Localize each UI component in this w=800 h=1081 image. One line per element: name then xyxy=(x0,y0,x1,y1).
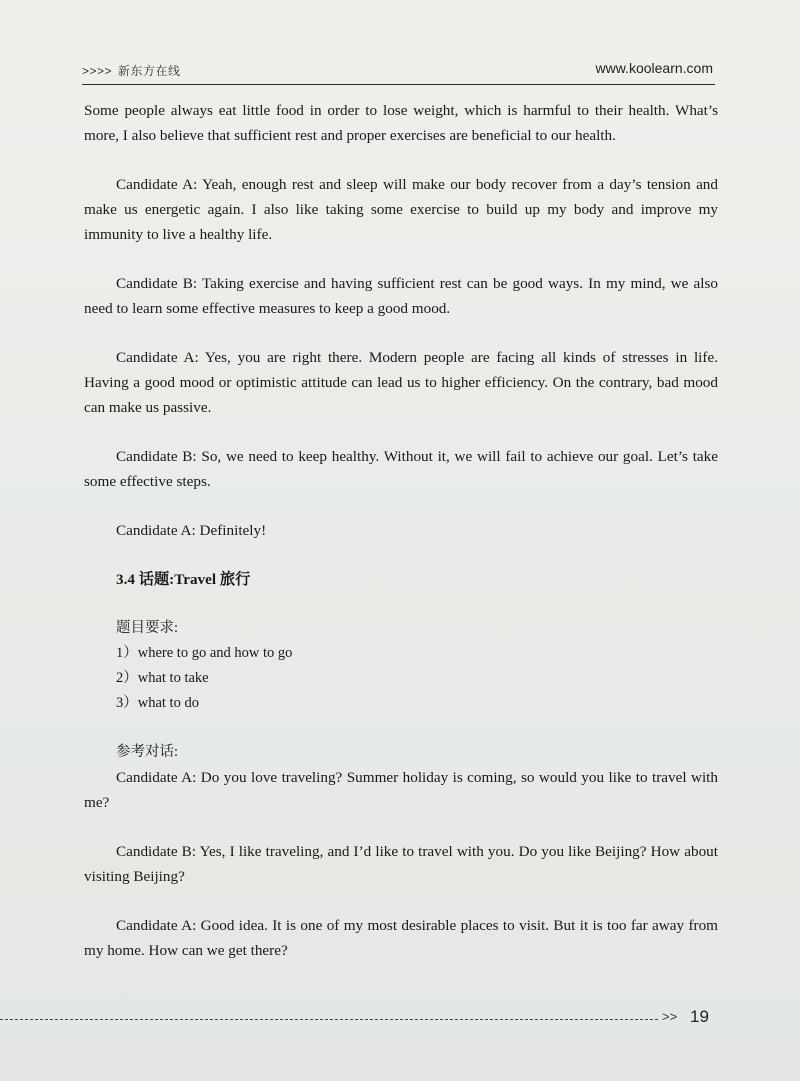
page-number: 19 xyxy=(690,1007,709,1026)
page-content xyxy=(84,98,718,963)
requirement-item-3: 3）what to do xyxy=(116,695,199,711)
dialogue-candidate-b-1: Candidate B: Yes, I like traveling, and I’d like to travel with you. Do you like Beijing? How about visiting Beijing? xyxy=(84,843,718,885)
page-header xyxy=(82,60,715,85)
header-brand xyxy=(82,62,181,79)
paragraph-continuation: Some people always eat little food in order to lose weight, which is harmful to their health. What’s more, I also believe that sufficient rest and proper exercises are beneficial to our health. xyxy=(84,102,718,144)
header-arrows: >>>> xyxy=(82,64,113,78)
dialogue-candidate-a-2: Candidate A: Good idea. It is one of my most desirable places to visit. But it is too far away from my home. How can we get there? xyxy=(84,917,718,959)
dialogue-label: 参考对话: xyxy=(116,744,179,760)
footer-arrows: >> xyxy=(662,1009,678,1024)
requirement-item-1: 1）where to go and how to go xyxy=(116,645,293,661)
paragraph-candidate-b-2: Candidate B: So, we need to keep healthy. Without it, we will fail to achieve our goal. Let’s take some effective steps. xyxy=(84,448,718,490)
header-url: www.koolearn.com xyxy=(595,60,713,76)
header-brand-name: 新东方在线 xyxy=(118,64,181,78)
paragraph-candidate-a-1: Candidate A: Yeah, enough rest and sleep will make our body recover from a day’s tension and make us energetic again. I also like taking some exercise to build up my body and improve my immunity to live a healthy life. xyxy=(84,176,718,243)
requirement-item-2: 2）what to take xyxy=(116,670,209,686)
requirements-label: 题目要求: xyxy=(116,620,179,636)
paragraph-candidate-a-2: Candidate A: Yes, you are right there. Modern people are facing all kinds of stresses in life. Having a good mood or optimistic attitude can lead us to higher efficiency. On the contrary, bad mood can make us passive. xyxy=(84,349,718,416)
footer-divider xyxy=(0,1019,658,1020)
paragraph-candidate-b-1: Candidate B: Taking exercise and having sufficient rest can be good ways. In my mind, we also need to learn some effective measures to keep a good mood. xyxy=(84,275,718,317)
dialogue-candidate-a-1: Candidate A: Do you love traveling? Summer holiday is coming, so would you like to travel with me? xyxy=(84,769,718,811)
paragraph-candidate-a-3: Candidate A: Definitely! xyxy=(116,522,267,539)
section-heading: 3.4 话题:Travel 旅行 xyxy=(116,571,251,588)
